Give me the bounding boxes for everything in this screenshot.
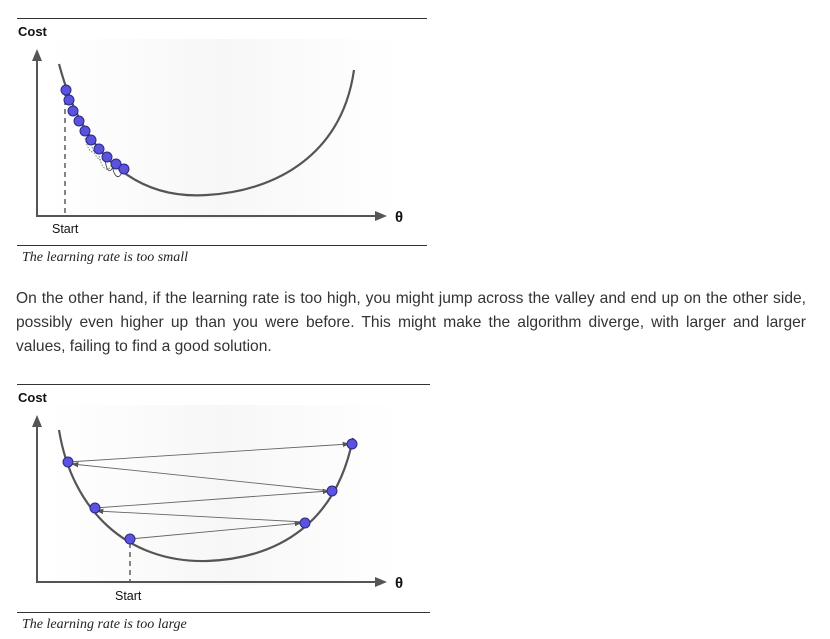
step-point-1 [125,534,135,544]
step-point-7 [94,144,104,154]
figure-caption: The learning rate is too large [22,617,187,632]
step-point-6 [347,439,357,449]
step-point-4 [327,486,337,496]
theta-label: θ [395,209,404,226]
step-point-5 [63,457,73,467]
y-axis-arrow [32,49,42,61]
figure-small-learning-rate [17,18,427,266]
start-label: Start [115,589,142,603]
step-point-4 [74,116,84,126]
step-point-2 [64,95,74,105]
figure-large-learning-rate [17,384,430,633]
diagram-large-learning-rate [17,385,430,607]
start-label: Start [52,222,79,236]
body-paragraph: On the other hand, if the learning rate is too high, you might jump across the valley and end up on the other side, possibly even higher up than you were before. This might make the algorithm diverge, with larger and larger values, failing to find a good solution. [16,290,806,355]
theta-label: θ [395,575,404,592]
step-point-8 [102,152,112,162]
y-axis-label: Cost [18,24,47,39]
step-point-5 [80,126,90,136]
step-point-3 [90,503,100,513]
step-point-10 [119,164,129,174]
step-point-6 [86,135,96,145]
step-point-2 [300,518,310,528]
y-axis-arrow [32,415,42,427]
y-axis-label: Cost [18,390,47,405]
diagram-small-learning-rate [17,19,427,240]
step-point-3 [68,106,78,116]
figure-caption: The learning rate is too small [22,250,189,265]
step-point-1 [61,85,71,95]
plot-background [47,405,397,585]
plot-background [47,39,397,219]
